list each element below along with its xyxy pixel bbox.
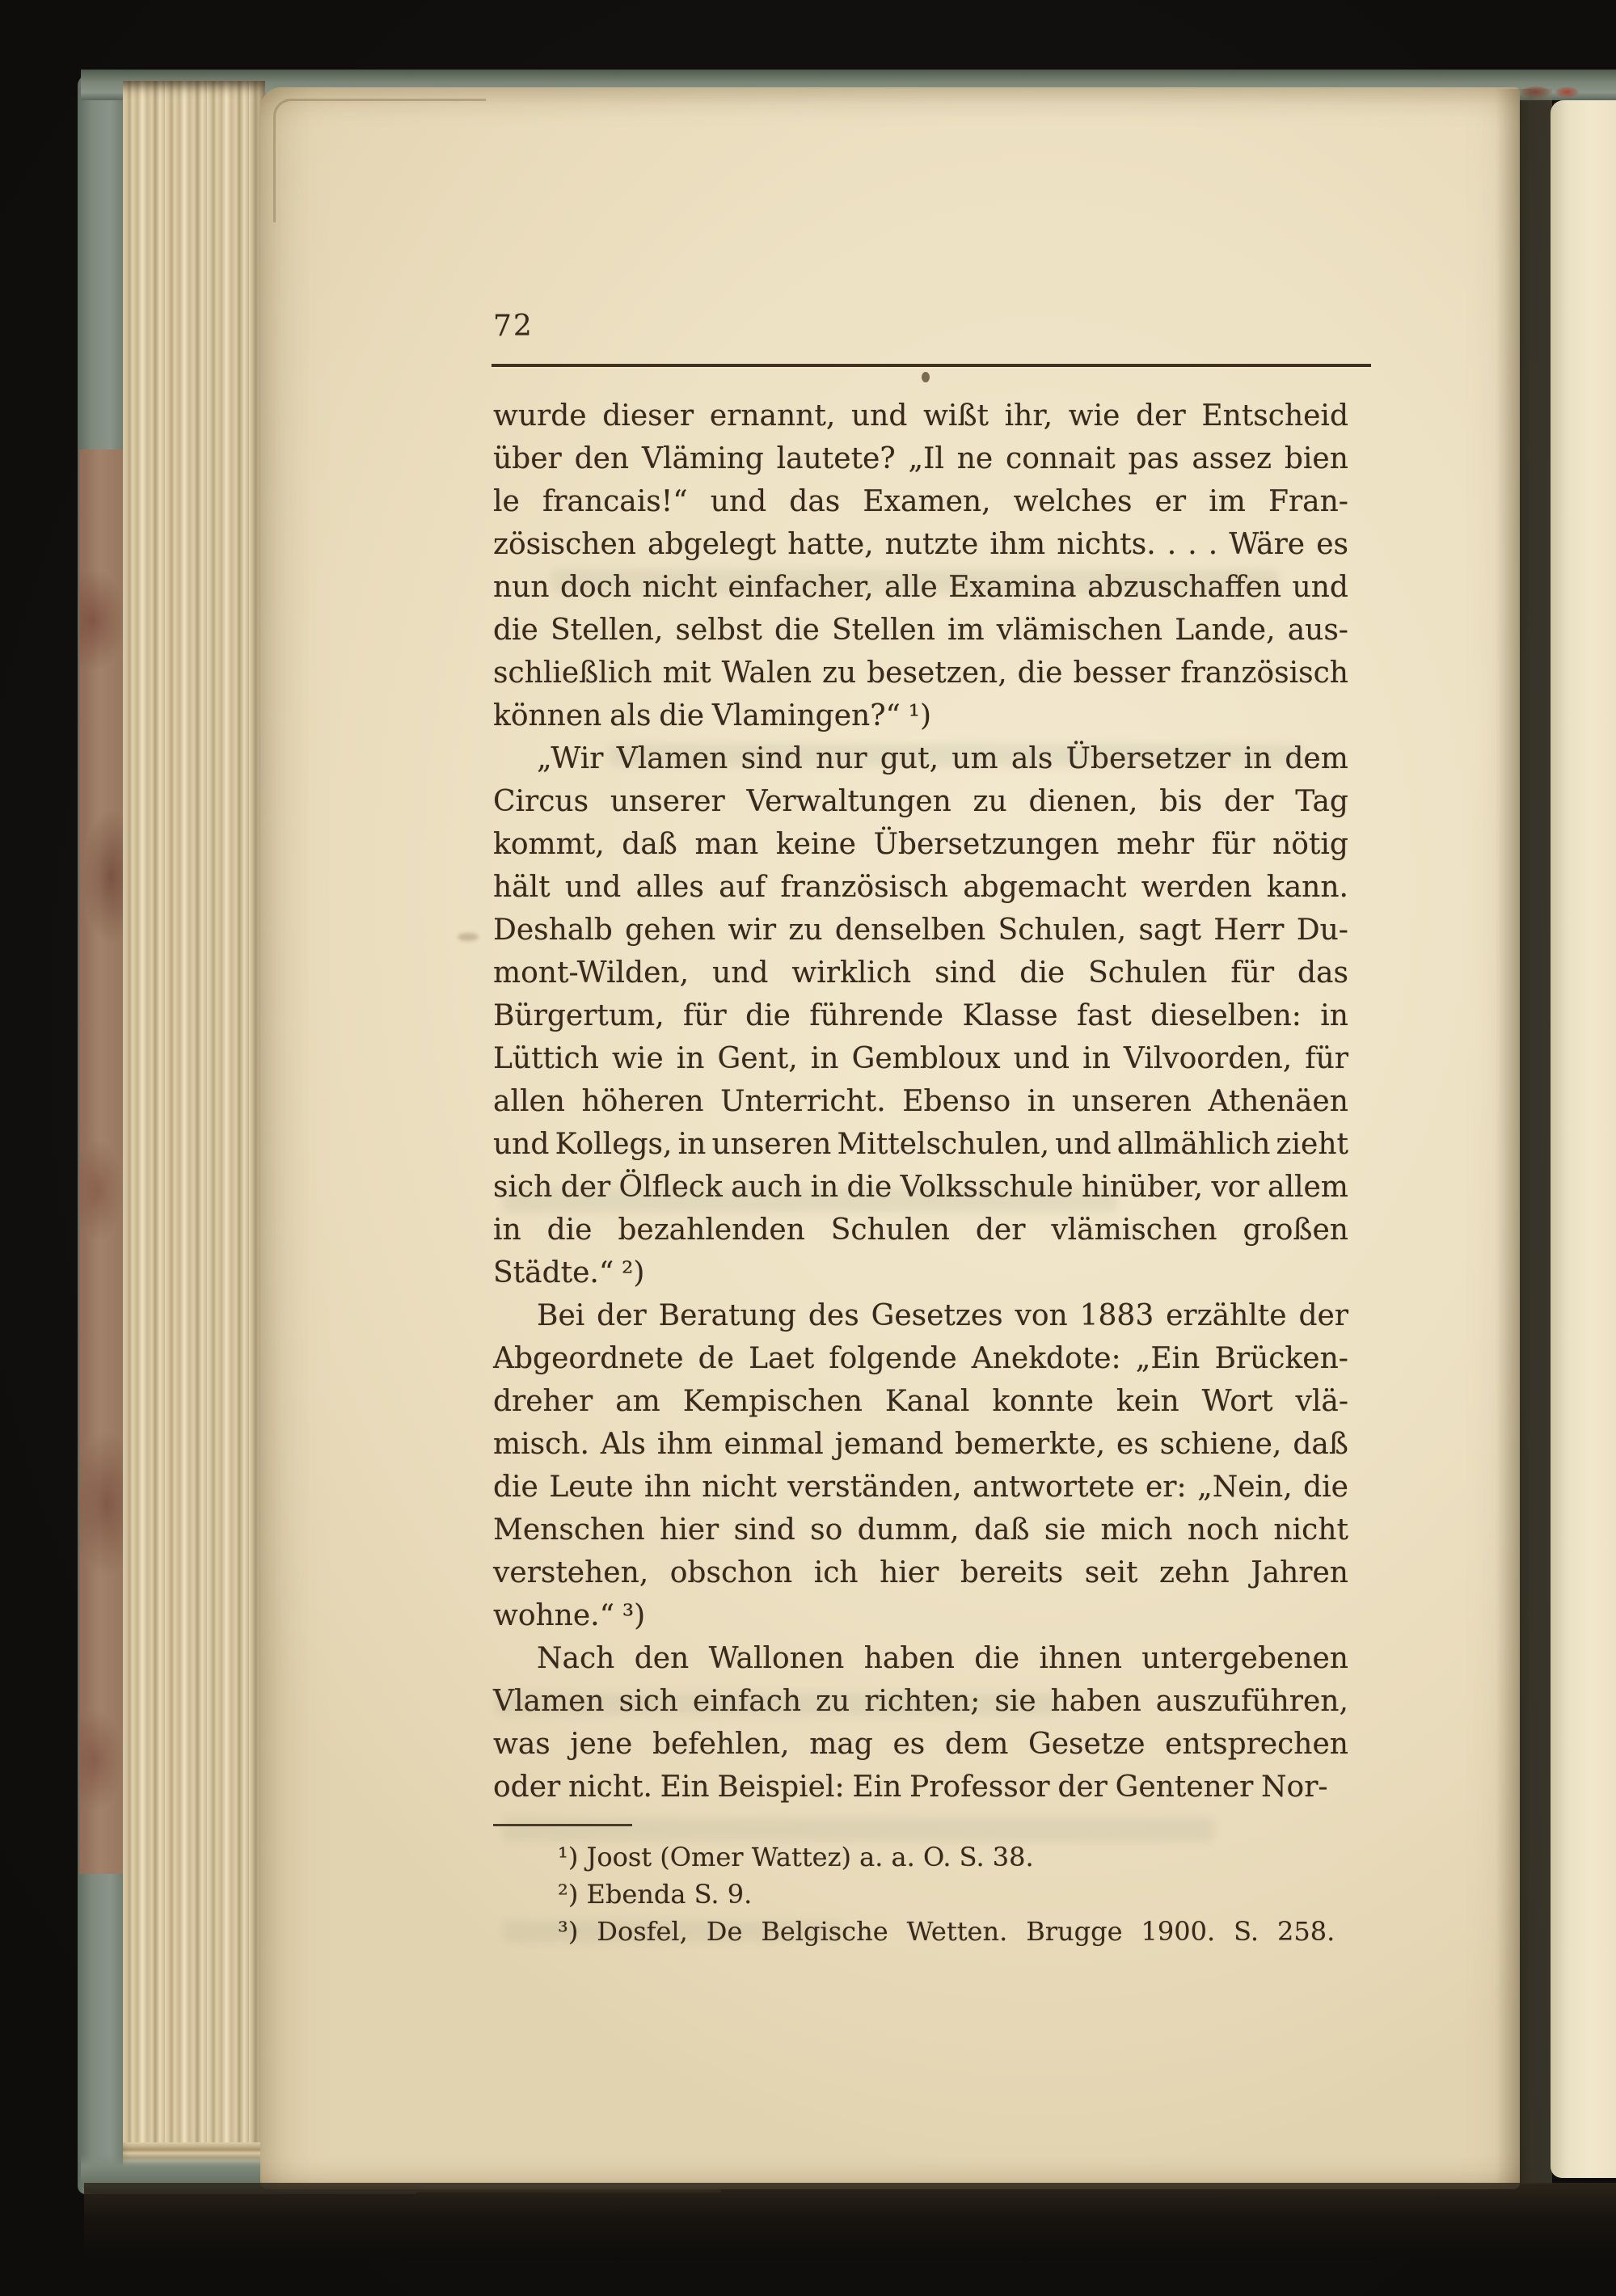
text-line: wurde dieser ernannt, und wißt ihr, wie der Entscheid xyxy=(493,399,1348,433)
body-text xyxy=(493,395,1348,1809)
page-stack-fore-edge xyxy=(123,81,265,2189)
text-line: und Kollegs, in unseren Mittelschulen, und allmählich zieht xyxy=(493,1128,1348,1161)
text-line: Menschen hier sind so dumm, daß sie mich noch nicht xyxy=(493,1513,1348,1547)
text-line: allen höheren Unterricht. Ebenso in unseren Athenäen xyxy=(493,1085,1348,1118)
text-line: Nach den Wallonen haben die ihnen untergebenen xyxy=(537,1642,1348,1675)
text-line: oder nicht. Ein Beispiel: Ein Professor der Gentener Nor- xyxy=(493,1771,1328,1804)
footnotes xyxy=(493,1838,1350,1950)
footnote: ¹) Joost (Omer Wattez) a. a. O. S. 38. xyxy=(558,1842,1034,1872)
text-line: Bei der Beratung des Gesetzes von 1883 erzählte der xyxy=(537,1299,1348,1332)
text-line: wohne.“ ³) xyxy=(493,1599,646,1632)
text-line: dreher am Kempischen Kanal konnte kein Wort vlä- xyxy=(493,1385,1348,1418)
text-line: „Wir Vlamen sind nur gut, um als Übersetzer in dem xyxy=(537,742,1348,775)
text-line: über den Vläming lautete? „Il ne connait pas assez bien xyxy=(493,442,1348,475)
text-line: mont-Wilden, und wirklich sind die Schulen für das xyxy=(493,956,1348,990)
book-page xyxy=(260,87,1520,2189)
paragraph xyxy=(493,1637,1348,1809)
underlying-page-edge xyxy=(273,99,486,222)
text-line: Abgeordnete de Laet folgende Anekdote: „Ein Brücken- xyxy=(493,1342,1348,1375)
text-line: die Stellen, selbst die Stellen im vlämischen Lande, aus- xyxy=(493,614,1348,647)
marbled-board-edge xyxy=(79,449,124,1874)
footnote: ²) Ebenda S. 9. xyxy=(558,1879,753,1910)
footnote-separator xyxy=(493,1824,632,1826)
text-line: was jene befehlen, mag es dem Gesetze entsprechen xyxy=(493,1728,1348,1761)
text-line: kommt, daß man keine Übersetzungen mehr für nötig xyxy=(493,828,1348,861)
text-line: Vlamen sich einfach zu richten; sie haben auszuführen, xyxy=(493,1685,1348,1718)
text-line: Städte.“ ²) xyxy=(493,1256,645,1289)
text-line: können als die Vlamingen?“ ¹) xyxy=(493,699,932,732)
page-bottom-shadow xyxy=(84,2183,1616,2260)
paragraph xyxy=(493,395,1348,737)
text-line: Circus unserer Verwaltungen zu dienen, bis der Tag xyxy=(493,785,1348,818)
paragraph xyxy=(493,1294,1348,1637)
text-line: nun doch nicht einfacher, alle Examina abzuschaffen und xyxy=(493,571,1348,604)
text-line: misch. Als ihm einmal jemand bemerkte, es schiene, daß xyxy=(493,1428,1348,1461)
text-line: in die bezahlenden Schulen der vlämischen großen xyxy=(493,1213,1348,1247)
text-line: le francais!“ und das Examen, welches er im Fran- xyxy=(493,485,1348,518)
paper-stain xyxy=(458,933,479,941)
next-page-edge xyxy=(1551,100,1616,2178)
text-line: verstehen, obschon ich hier bereits seit zehn Jahren xyxy=(493,1556,1348,1589)
text-line: hält und alles auf französisch abgemacht werden kann. xyxy=(493,871,1348,904)
text-line: sich der Ölfleck auch in die Volksschule hinüber, vor allem xyxy=(493,1171,1348,1204)
page-number: 72 xyxy=(493,310,534,343)
text-line: zösischen abgelegt hatte, nutzte ihm nichts. . . . Wäre es xyxy=(493,528,1348,561)
paragraph xyxy=(493,737,1348,1294)
text-line: Lüttich wie in Gent, in Gembloux und in Vilvoorden, für xyxy=(493,1042,1348,1075)
paper-speck xyxy=(922,372,930,382)
text-line: die Leute ihn nicht verständen, antwortete er: „Nein, die xyxy=(493,1471,1348,1504)
text-line: Deshalb gehen wir zu denselben Schulen, sagt Herr Du- xyxy=(493,914,1348,947)
footnote: ³) Dosfel, De Belgische Wetten. Brugge 1900. S. 258. xyxy=(558,1916,1335,1947)
text-line: schließlich mit Walen zu besetzen, die besser französisch xyxy=(493,656,1348,690)
header-rule xyxy=(492,364,1371,367)
text-line: Bürgertum, für die führende Klasse fast dieselben: in xyxy=(493,999,1348,1032)
binding-gutter xyxy=(1496,89,1552,2184)
